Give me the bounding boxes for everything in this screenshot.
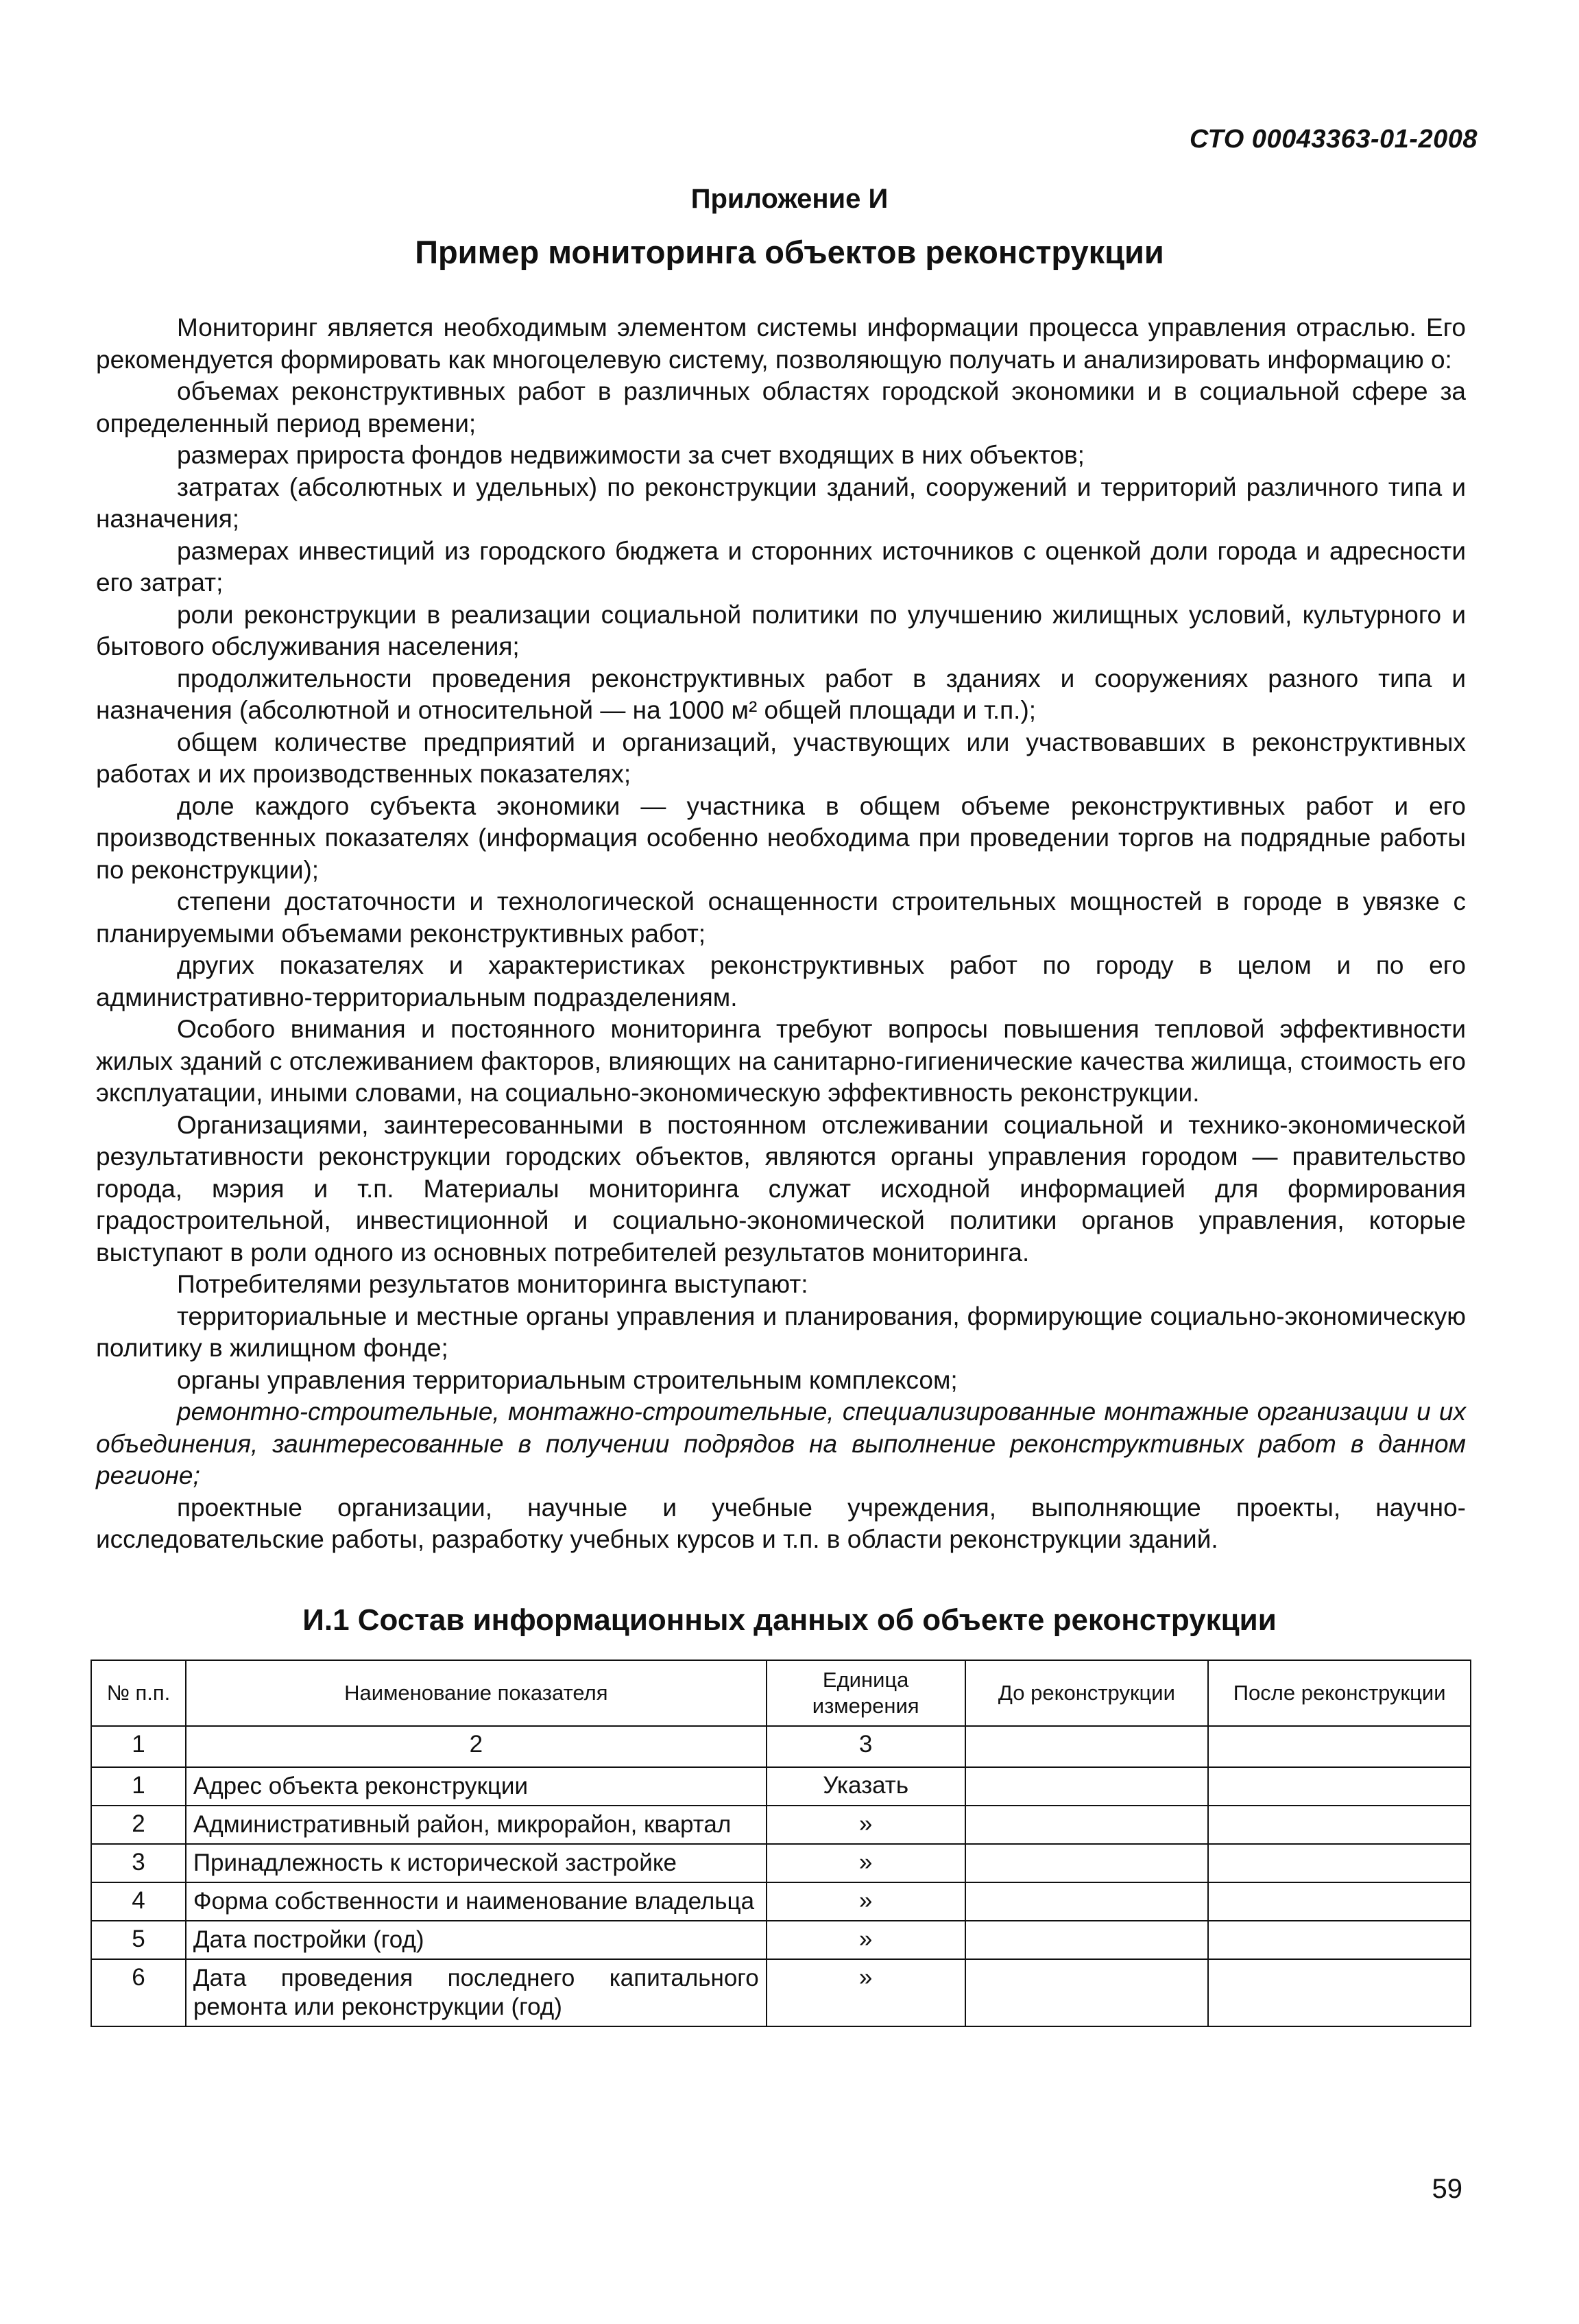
table-row [91,1767,1471,1806]
row-num: 1 [91,1767,186,1806]
row-after [1208,1959,1471,2026]
row-after [1208,1806,1471,1844]
row-unit: » [767,1959,965,2026]
row-before [965,1844,1209,1882]
row-name: Административный район, микрорайон, квартал [186,1806,767,1844]
column-number [1208,1726,1471,1767]
row-before [965,1921,1209,1959]
row-name: Дата постройки (год) [186,1921,767,1959]
row-after [1208,1844,1471,1882]
paragraph: Мониторинг является необходимым элементом системы информации процесса управления отраслью. Его рекомендуется формировать как многоцелевую систему, позволяющую получать и анализировать информацию о: [96,313,1466,374]
column-number-row [91,1726,1471,1767]
row-after [1208,1767,1471,1806]
row-before [965,1882,1209,1921]
table-row [91,1921,1471,1959]
paragraph: размерах прироста фондов недвижимости за счет входящих в них объектов; [177,441,1085,469]
header-num: № п.п. [91,1660,186,1726]
row-unit: » [767,1921,965,1959]
page-title: Пример мониторинга объектов реконструкции [415,234,1164,270]
column-number [965,1726,1209,1767]
row-before [965,1806,1209,1844]
paragraph: доле каждого субъекта экономики — участника в общем объеме реконструктивных работ и его производственных показателях (информация особенно необходима при проведении торгов на подрядные работы по реконструкции); [96,791,1466,884]
row-num: 4 [91,1882,186,1921]
row-after [1208,1882,1471,1921]
paragraph: органы управления территориальным строительным комплексом; [177,1365,958,1394]
section-title: И.1 Состав информационных данных об объекте реконструкции [302,1603,1277,1637]
paragraph: других показателях и характеристиках реконструктивных работ по городу в целом и по его административно-территориальным подразделениям. [96,951,1466,1011]
row-name: Форма собственности и наименование владельца [186,1882,767,1921]
paragraph: размерах инвестиций из городского бюджета и сторонних источников с оценкой доли города и адресности его затрат; [96,536,1466,597]
row-name: Адрес объекта реконструкции [186,1767,767,1806]
row-before [965,1959,1209,2026]
header-unit: Единица измерения [767,1660,965,1726]
row-name: Принадлежность к исторической застройке [186,1844,767,1882]
body-text [96,312,1466,1556]
paragraph: проектные организации, научные и учебные учреждения, выполняющие проекты, научно-исследовательские работы, разработку учебных курсов и т.п. в области реконструкции зданий. [96,1493,1466,1553]
paragraph: общем количестве предприятий и организаций, участвующих или участвовавших в реконструктивных работах и их производственных показателях; [96,728,1466,788]
paragraph: затратах (абсолютных и удельных) по реконструкции зданий, сооружений и территорий различного типа и назначения; [96,472,1466,533]
row-num: 6 [91,1959,186,2026]
paragraph: степени достаточности и технологической оснащенности строительных мощностей в городе в увязке с планируемыми объемами реконструктивных работ; [96,887,1466,948]
row-name: Дата проведения последнего капитального ремонта или реконструкции (год) [186,1959,767,2026]
row-unit: » [767,1882,965,1921]
appendix-label: Приложение И [690,184,889,214]
paragraph: Потребителями результатов мониторинга выступают: [177,1270,808,1298]
paragraph: Организациями, заинтересованными в постоянном отслеживании социальной и технико-экономической результативности реконструкции городских объектов, являются органы управления городом — правительство города, мэрия и т.п. Материалы мониторинга служат исходной информацией для формирования градостроительной, инвестиционной и социально-экономической политики органов управления, которые выступают в роли одного из основных потребителей результатов мониторинга. [96,1110,1466,1267]
row-unit: » [767,1806,965,1844]
column-number: 1 [91,1726,186,1767]
page-number: 59 [1432,2174,1462,2204]
paragraph: ремонтно-строительные, монтажно-строительные, специализированные монтажные организации и их объединения, заинтересованные в получении подрядов на выполнение реконструктивных работ в данном регионе; [96,1398,1466,1489]
row-unit: Указать [767,1767,965,1806]
row-num: 5 [91,1921,186,1959]
paragraph: продолжительности проведения реконструктивных работ в зданиях и сооружениях разного типа и назначения (абсолютной и относительной — на 1000 м² общей площади и т.п.); [96,664,1466,724]
table-row [91,1882,1471,1921]
table-row [91,1806,1471,1844]
table-row [91,1844,1471,1882]
column-number: 2 [186,1726,767,1767]
row-num: 3 [91,1844,186,1882]
header-name: Наименование показателя [186,1660,767,1726]
table-row [91,1959,1471,2026]
document-code: СТО 00043363-01-2008 [1189,125,1478,154]
row-after [1208,1921,1471,1959]
paragraph: территориальные и местные органы управления и планирования, формирующие социально-экономическую политику в жилищном фонде; [96,1302,1466,1362]
row-before [965,1767,1209,1806]
row-unit: » [767,1844,965,1882]
paragraph: объемах реконструктивных работ в различных областях городской экономики и в социальной сфере за определенный период времени; [96,377,1466,438]
paragraph: роли реконструкции в реализации социальной политики по улучшению жилищных условий, культурного и бытового обслуживания населения; [96,600,1466,660]
header-after: После реконструкции [1208,1660,1471,1726]
column-number: 3 [767,1726,965,1767]
paragraph: Особого внимания и постоянного мониторинга требуют вопросы повышения тепловой эффективности жилых зданий с отслеживанием факторов, влияющих на санитарно-гигиенические качества жилища, стоимость его эксплуатации, иными словами, на социально-экономическую эффективность реконструкции. [96,1015,1466,1107]
row-num: 2 [91,1806,186,1844]
table-header-row [91,1660,1471,1726]
info-table [91,1660,1471,2027]
header-before: До реконструкции [965,1660,1209,1726]
